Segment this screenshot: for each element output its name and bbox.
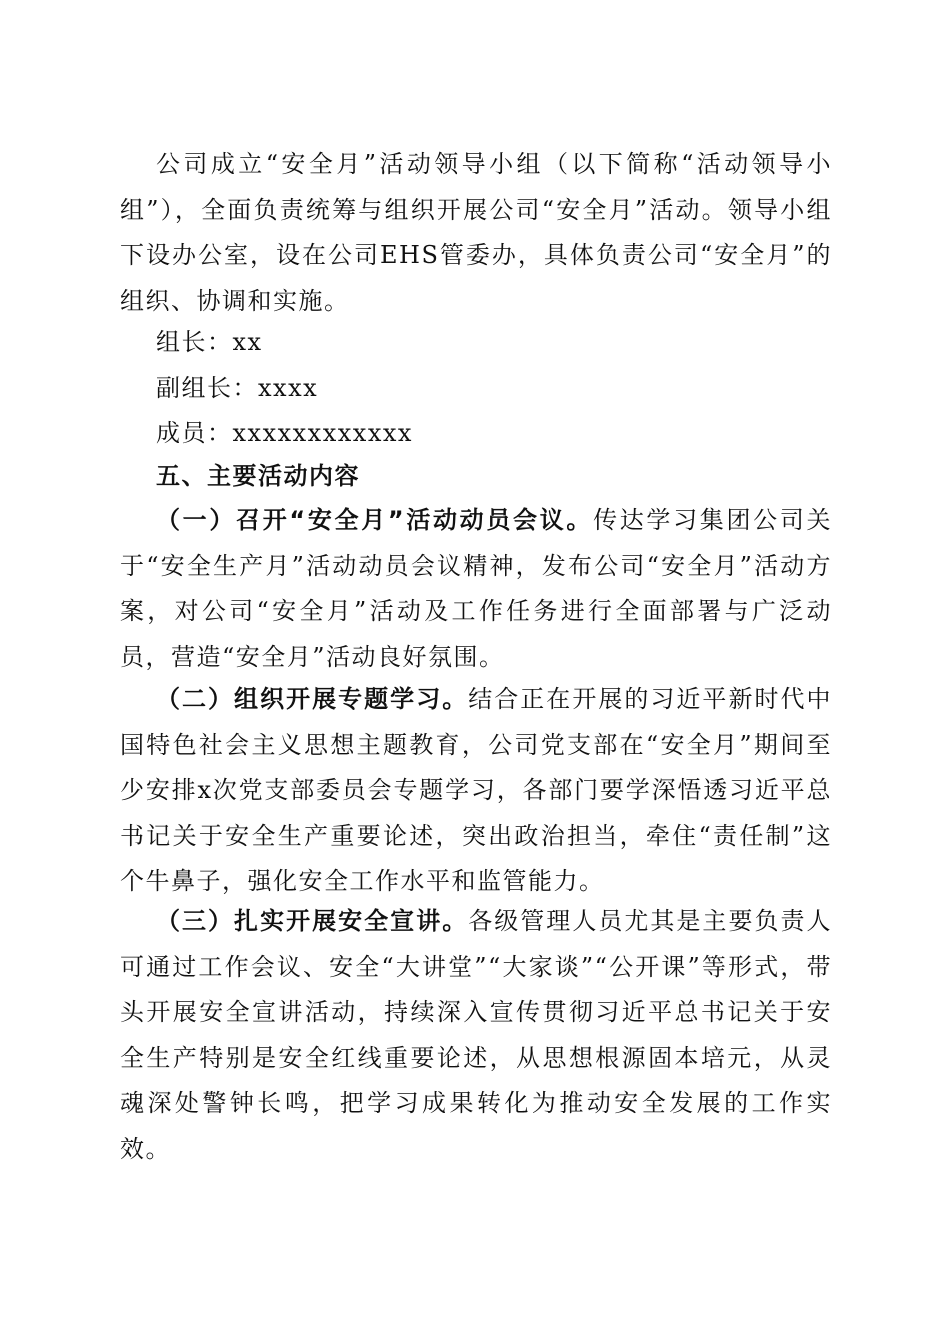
member-list [120,320,832,457]
deputy-leader-line: 副组长：xxxx [156,373,319,402]
group-leader-line: 组长：xx [156,328,263,356]
intro-paragraph: 公司成立“安全月”活动领导小组（以下简称“活动领导小组”），全面负责统筹与组织开展公司“安全月”活动。领导小组下设办公室，设在公司EHS管委办，具体负责公司“安全月”的组织、协调和实施。 [120,150,832,315]
activity-title: （二）组织开展专题学习。 [156,685,469,713]
section-heading-block [120,454,832,500]
activity-item-3 [120,899,832,1172]
activity-body: 传达学习集团公司关于“安全生产月”活动动员会议精神，发布公司“安全月”活动方案，对公司“安全月”活动及工作任务进行全面部署与广泛动员，营造“安全月”活动良好氛围。 [120,506,833,671]
section-heading: 五、主要活动内容 [156,462,360,490]
intro-section [120,142,832,324]
activity-paragraph [120,677,832,905]
activity-item-2 [120,677,832,905]
activity-item-1 [120,498,832,680]
activity-title: （三）扎实开展安全宣讲。 [156,907,469,935]
activity-title: （一）召开“安全月”活动动员会议。 [156,506,594,534]
activity-paragraph [120,899,832,1172]
activity-body: 各级管理人员尤其是主要负责人可通过工作会议、安全“大讲堂”“大家谈”“公开课”等形式，带头开展安全宣讲活动，持续深入宣传贯彻习近平总书记关于安全生产特别是安全红线重要论述，从思想根源固本培元，从灵魂深处警钟长鸣，把学习成果转化为推动安全发展的工作实效。 [120,907,833,1163]
activity-paragraph [120,498,832,680]
activity-body: 结合正在开展的习近平新时代中国特色社会主义思想主题教育，公司党支部在“安全月”期间至少安排x次党支部委员会专题学习，各部门要学深悟透习近平总书记关于安全生产重要论述，突出政治担当，牵住“责任制”这个牛鼻子，强化安全工作水平和监管能力。 [120,685,833,895]
members-line: 成员：xxxxxxxxxxxx [156,419,413,447]
